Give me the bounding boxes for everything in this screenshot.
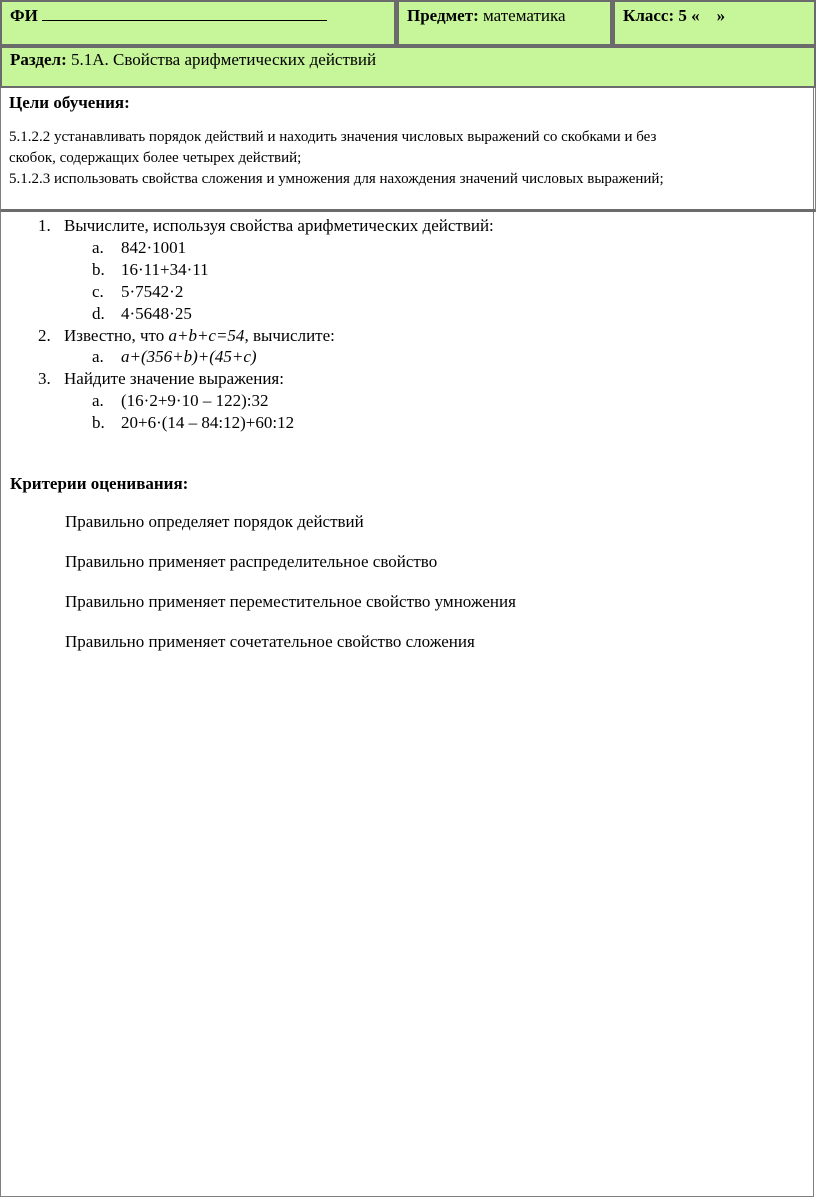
criteria-item: Правильно применяет сочетательное свойство сложения [65, 632, 475, 651]
task-1 [38, 216, 494, 236]
task-1-sub-d [92, 304, 192, 324]
sub-expression: 20+6·(14 – 84:12)+60:12 [121, 413, 295, 432]
subject-cell [396, 0, 612, 46]
task-text-italic: a+b+c=54 [168, 326, 245, 345]
name-underline[interactable] [42, 6, 327, 21]
name-cell [0, 0, 396, 46]
task-1-sub-c [92, 282, 183, 302]
goals-title: Цели обучения: [9, 93, 130, 112]
section-label: Раздел: [10, 50, 67, 69]
criteria-item: Правильно определяет порядок действий [65, 512, 364, 531]
class-cell [612, 0, 816, 46]
sub-letter: c. [92, 282, 104, 301]
task-number: 1. [38, 216, 51, 235]
sub-letter: a. [92, 347, 104, 366]
task-text: Вычислите, используя свойства арифметических действий: [64, 216, 494, 235]
criteria-item: Правильно применяет распределительное свойство [65, 552, 438, 571]
task-number: 3. [38, 369, 51, 388]
sub-letter: b. [92, 413, 105, 432]
task-1-sub-a [92, 238, 186, 258]
subject-label: Предмет: [407, 6, 479, 25]
task-2 [38, 326, 335, 346]
criteria-title: Критерии оценивания: [10, 474, 189, 493]
sub-letter: b. [92, 260, 105, 279]
class-quotes: « » [691, 6, 726, 25]
task-text: Найдите значение выражения: [64, 369, 284, 388]
sub-expression: 5·7542·2 [121, 282, 184, 301]
task-text-before: Известно, что [64, 326, 169, 345]
section-row [0, 46, 816, 88]
class-label: Класс: 5 [623, 6, 687, 25]
goals-block [0, 88, 816, 212]
task-2-sub-a [92, 347, 257, 367]
sub-expression: 842·1001 [121, 238, 187, 257]
sub-expression: 16·11+34·11 [121, 260, 209, 279]
task-1-sub-b [92, 260, 209, 280]
task-3 [38, 369, 284, 389]
task-3-sub-b [92, 413, 294, 433]
task-3-sub-a [92, 391, 268, 411]
name-label: ФИ [10, 6, 38, 25]
sub-letter: d. [92, 304, 105, 323]
task-text-after: , вычислите: [244, 326, 335, 345]
tasks-area [0, 214, 816, 1200]
subject-value: математика [483, 6, 566, 25]
sub-letter: a. [92, 238, 104, 257]
header-row [0, 0, 816, 46]
sub-expression: (16·2+9·10 – 122):32 [121, 391, 269, 410]
goal-line: 5.1.2.2 устанавливать порядок действий и находить значения числовых выражений со скобками и без [9, 129, 657, 145]
task-number: 2. [38, 326, 51, 345]
sub-letter: a. [92, 391, 104, 410]
goal-line: 5.1.2.3 использовать свойства сложения и умножения для нахождения значений числовых выражений; [9, 171, 664, 187]
goal-line: скобок, содержащих более четырех действий; [9, 150, 302, 166]
sub-expression: a+(356+b)+(45+c) [121, 347, 257, 366]
sub-expression: 4·5648·25 [121, 304, 192, 323]
criteria-item: Правильно применяет переместительное свойство умножения [65, 592, 516, 611]
section-value: 5.1А. Свойства арифметических действий [71, 50, 377, 69]
